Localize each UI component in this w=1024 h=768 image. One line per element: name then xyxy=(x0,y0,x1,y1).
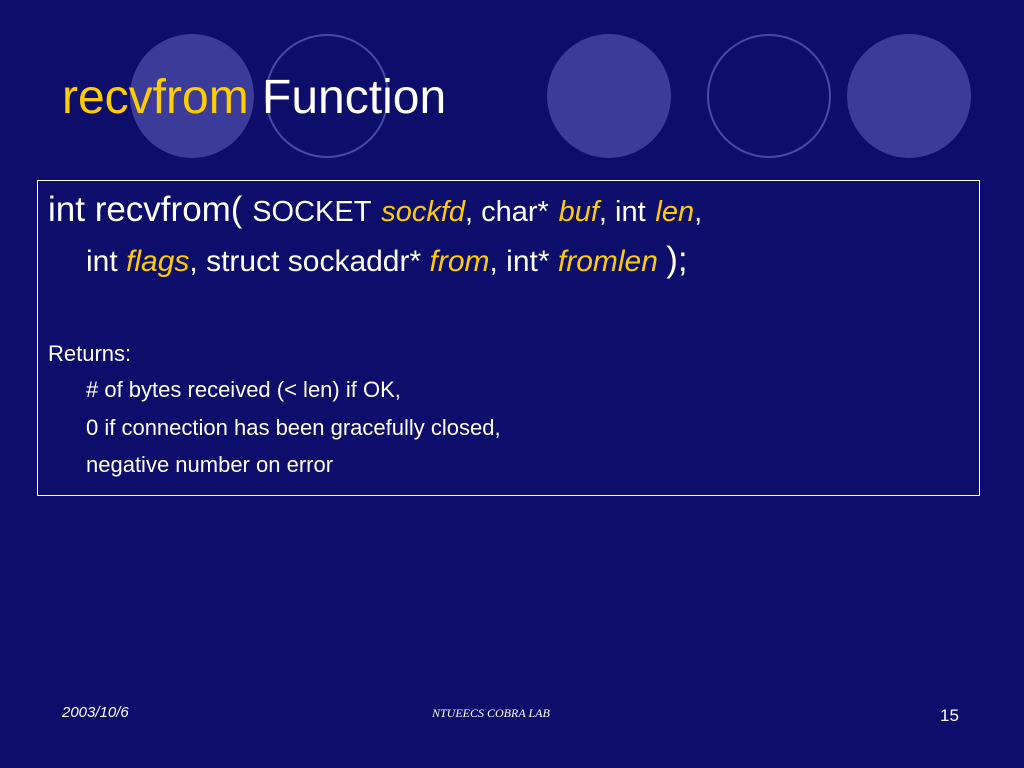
signature-line-1 xyxy=(48,187,702,235)
footer-date: 2003/10/6 xyxy=(62,704,129,721)
decor-ring-2 xyxy=(707,34,831,158)
title-keyword: recvfrom xyxy=(62,71,249,124)
sig-param-len: len xyxy=(655,196,695,228)
sig-param-fromlen: fromlen xyxy=(557,245,658,278)
sig-sep3: , xyxy=(694,196,703,228)
sig-type1: SOCKET xyxy=(252,196,372,228)
decor-circle-3 xyxy=(847,34,971,158)
sig-sep2: , int xyxy=(598,196,646,228)
slide-title xyxy=(62,68,446,128)
returns-label: Returns: xyxy=(48,341,132,366)
return-item-2: 0 if connection has been gracefully closed, xyxy=(86,415,501,440)
decor-circle-2 xyxy=(547,34,671,158)
sig-param-sockfd: sockfd xyxy=(381,196,466,228)
sig-sep1: , char* xyxy=(465,196,549,228)
title-rest: Function xyxy=(262,71,447,124)
return-item-3: negative number on error xyxy=(86,452,334,477)
sig-sep5: , int* xyxy=(489,245,550,278)
sig-line2-prefix: int xyxy=(86,245,118,278)
return-item-1: # of bytes received (< len) if OK, xyxy=(86,377,401,402)
sig-prefix: int recvfrom( xyxy=(48,190,243,229)
sig-sep4: , struct sockaddr* xyxy=(189,245,422,278)
sig-suffix: ); xyxy=(666,240,688,279)
sig-param-buf: buf xyxy=(558,196,599,228)
sig-param-flags: flags xyxy=(126,245,190,278)
content-box xyxy=(37,180,980,496)
sig-param-from: from xyxy=(429,245,490,278)
signature-line-2 xyxy=(86,237,688,285)
page-number: 15 xyxy=(940,706,959,725)
footer-lab-name: NTUEECS COBRA LAB xyxy=(432,706,550,720)
